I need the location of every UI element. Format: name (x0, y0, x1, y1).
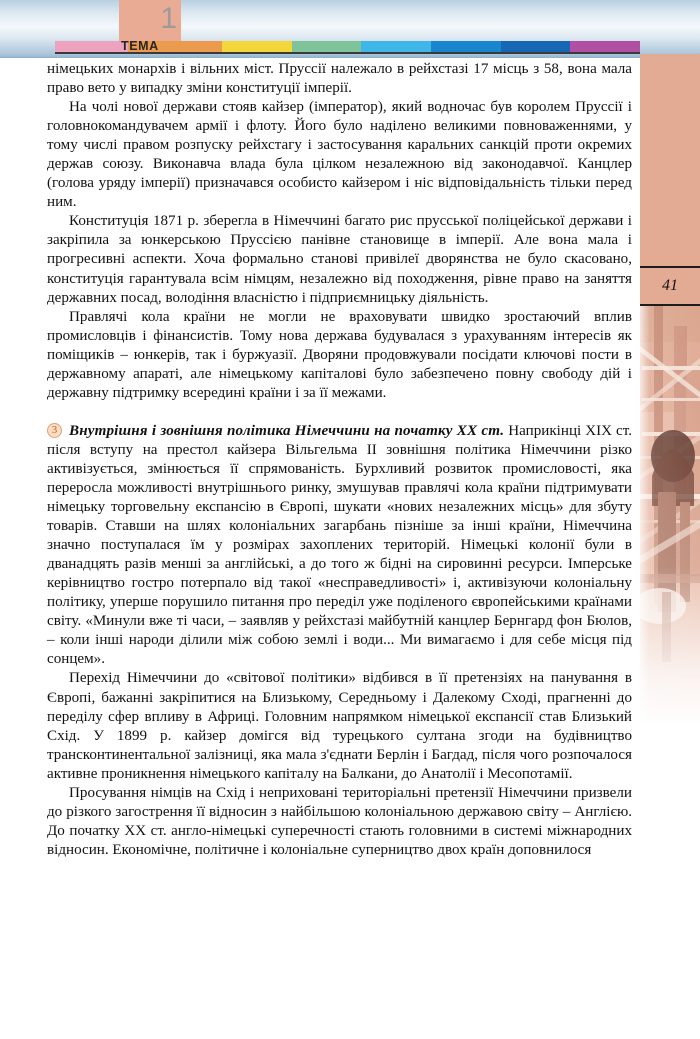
industrial-factory-sepia-photo (640, 306, 700, 726)
section-heading: Внутрішня і зовнішня політика Німеччини на початку ХХ ст. (69, 422, 505, 439)
page-number: 41 (662, 277, 678, 294)
paragraph: Просування німців на Схід і неприховані територіальні претензії Німеччини призвели до різкого загострення її відносин з найбільшою колоніальною державою світу – Англією. До початку ХХ ст. англо-німецькі суперечності стають головними в системі міжнародних відносин. Економічне, політичне і колоніальне суперництво двох країн доповнилося (47, 784, 632, 858)
theme-number: 1 (160, 2, 177, 35)
right-margin-band (640, 54, 700, 302)
paragraph: німецьких монархів і вільних міст. Пруссії належало в рейхстазі 17 місць з 58, вона мала право вето у випадку зміни конституції імперії. (47, 61, 632, 97)
paragraph: На чолі нової держави стояв кайзер (імператор), який водночас був королем Пруссії і головнокомандувачем армії і флоту. Його було наділено великими повноваженнями, у тому числі правом розпуску рейхстагу і застосування каральних санкцій проти окремих держав союзу. Виконавча влада була цілком незалежною від законодавчої. Канцлер (голова уряду імперії) призначався особисто кайзером і ніс відповідальність тільки перед ним. (47, 99, 632, 211)
main-text-column (47, 60, 632, 860)
paragraph: Перехід Німеччини до «світової політики» відбився в її претензіях на панування в Європі, бажанні закріпитися на Близькому, Середньому і Далекому Сході, прагненні до переділу сфер впливу в Африці. Головним напрямком німецької експансії став Близький Схід. У 1899 р. кайзер домігся від турецького султана згоди на будівництво трансконтинентальної залізниці, яка мала з'єднати Берлін і Багдад, після чого розпочалося активне проникнення німецького капіталу на Балкани, до Анатолії і Месопотамії. (47, 670, 632, 782)
paragraph: Конституція 1871 р. зберегла в Німеччині багато рис прусської поліцейської держави і закріпила за юнкерською Пруссією панівне становище в імперії. Але вона мала і прогресивні аспекти. Хоча формально станові привілеї дворянства не було скасовано, конституція гарантувала всім німцям, незалежно від походження, рівне право на заняття державних посад, володіння власністю і підприємницьку діяльність. (47, 213, 632, 306)
page-number-box (640, 266, 700, 306)
section-number-badge: 3 (47, 423, 62, 438)
numbered-section (47, 422, 632, 860)
theme-label: ТЕМА (121, 39, 159, 53)
page-header-band (0, 0, 700, 58)
paragraph: Правлячі кола країни не могли не враховувати швидко зростаючий вплив промисловців і фінансистів. Тому нова держава будувалася з урахуванням інтересів як поміщиків – юнкерів, так і буржуазії. Дворяни продовжували посідати ключові пости в державному апараті, але німецькому капіталові було забезпечено повну свободу дій і державну підтримку всередині країни і за її межами. (47, 308, 632, 401)
paragraph: Наприкінці XIX ст. після вступу на престол кайзера Вільгельма II зовнішня політика Німеччини різко активізується, змінюється її спрямованість. Бурхливий розвиток промисловості, яка переросла можливості внутрішнього ринку, змушував правлячі кола країни підтримувати німецьку торговельну експансію в Європі, шукати «нових незалежних місць» для збуту товарів. Ставши на шлях колоніальних загарбань пізніше за інші країни, Німеччина значно поступалася їм у розмірах захоплених територій. Німецькі колонії були в дванадцять разів менші за англійські, а до того ж бідні на сировинні ресурси. Імперське керівництво гостро потерпало від такої «несправедливості» і, активізуючи колоніальну політику, уперше порушило питання про переділ уже поділеного європейськими країнами світу. «Минули вже ті часи, – заявляв у рейхстазі майбутній канцлер Бернгард фон Бюлов, – коли інші народи ділили між собою землі і води... Ми вимагаємо і для себе місця під сонцем». (47, 422, 632, 668)
